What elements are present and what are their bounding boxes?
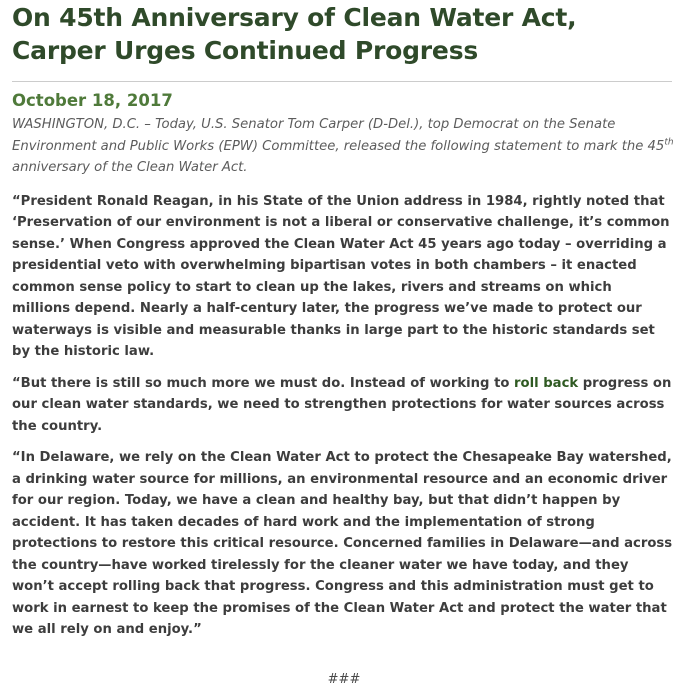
title-line-2: Carper Urges Continued Progress <box>12 36 479 65</box>
title-line-1: On 45th Anniversary of Clean Water Act, <box>12 3 577 32</box>
dateline-paragraph <box>12 114 674 179</box>
release-date: October 18, 2017 <box>12 91 173 110</box>
quote2-text-after: progress on our clean water standards, we need to strengthen protections for water sources across the country. <box>12 375 672 434</box>
quote2-text-before: “But there is still so much more we must do. Instead of working to <box>12 375 515 391</box>
dateline-text-1: WASHINGTON, D.C. – Today, U.S. Senator Tom Carper (D-Del.), top Democrat on the Senate Environment and Public Works (EPW) Committee, released the following statement to mark the 45 <box>12 117 665 154</box>
quote-paragraph-2 <box>12 373 674 438</box>
roll-back-link[interactable]: roll back <box>514 375 579 391</box>
end-mark: ### <box>327 672 361 687</box>
quote-paragraph-1: “President Ronald Reagan, in his State of the Union address in 1984, rightly noted that ‘Preservation of our environment is not a liberal or conservative challenge, it’s common sense.’ When Congress approved the Clean Water Act 45 years ago today – overriding a presidential veto with overwhelming bipartisan votes in both chambers – it enacted common sense policy to start to clean up the lakes, rivers and streams on which millions depend. Nearly a half-century later, the progress we’ve made to protect our waterways is visible and measurable thanks in large part to the historic standards set by the historic law. <box>12 193 670 359</box>
dateline-ordinal-suffix: th <box>664 137 674 148</box>
quote-paragraph-3: “In Delaware, we rely on the Clean Water Act to protect the Chesapeake Bay watershed, a drinking water source for millions, an environmental resource and an economic driver for our region. Today, we have a clean and healthy bay, but that didn’t happen by accident. It has taken decades of hard work and the implementation of strong protections to restore this critical resource. Concerned families in Delaware—and across the country—have worked tirelessly for the cleaner water we have today, and they won’t accept rolling back that progress. Congress and this administration must get to work in earnest to keep the promises of the Clean Water Act and protect the water that we all rely on and enjoy.” <box>12 450 673 637</box>
page-title <box>12 0 674 67</box>
dateline-text-2: anniversary of the Clean Water Act. <box>12 160 248 175</box>
title-divider <box>12 81 672 82</box>
